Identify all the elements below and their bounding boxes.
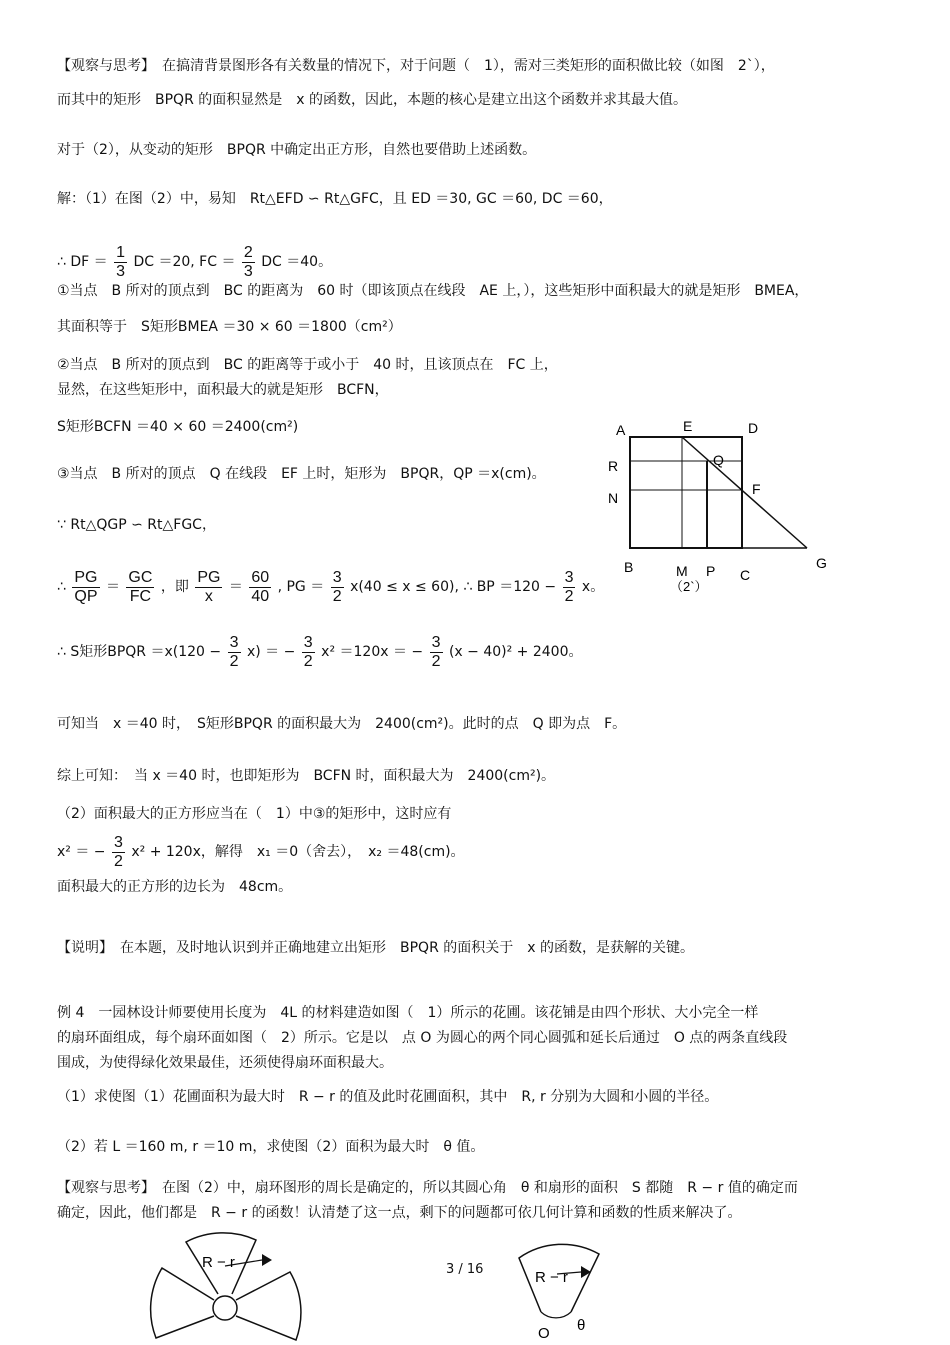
figure-2-sector-ring <box>505 1240 625 1345</box>
frac-den: x <box>204 587 213 605</box>
question-2-line: （2）若 L ＝160 m, r ＝10 m，求使图（2）面积为最大时 θ 值。 <box>57 1139 485 1155</box>
eq-text: x² + 120x，解得 x₁ ＝0（舍去）， x₂ ＝48(cm)。 <box>131 844 465 860</box>
case-1-line: ①当点 B 所对的顶点到 BC 的距离为 60 时（即该顶点在线段 AE 上，），这些矩形中面积最大的就是矩形 BMEA， <box>57 283 809 299</box>
frac-num: 2 <box>243 243 253 261</box>
fraction-one-third <box>114 244 127 281</box>
frac-num: 1 <box>116 243 125 261</box>
frac-num: 60 <box>251 568 270 586</box>
square-equation <box>57 830 465 874</box>
case-1-area: 其面积等于 S矩形BMEA ＝30 × 60 ＝1800（cm²） <box>57 319 402 335</box>
frac-num: 3 <box>113 833 123 851</box>
question-1-line: （1）求使图（1）花圃面积为最大时 R − r 的值及此时花圃面积，其中 R, r 分别为大圆和小圆的半径。 <box>57 1089 719 1105</box>
solution-line-1: 解：（1）在图（2）中，易知 Rt△EFD ∽ Rt△GFC，且 ED ＝30, GC ＝60, DC ＝60， <box>57 191 613 207</box>
fraction-three-halves <box>112 834 125 871</box>
frac-den: 3 <box>116 262 125 280</box>
frac-den: QP <box>74 587 98 605</box>
case-2-area: S矩形BCFN ＝40 × 60 ＝2400(cm²) <box>57 419 299 435</box>
eq-text: x(40 ≤ x ≤ 60), ∴ BP ＝120 − <box>350 579 557 595</box>
inner-arc <box>541 1312 571 1318</box>
sector-right <box>236 1272 301 1340</box>
label-q: Q <box>713 452 724 468</box>
frac-den: 2 <box>113 852 123 870</box>
note-line: 【说明】 在本题，及时地认识到并正确地建立出矩形 BPQR 的面积关于 x 的函数，是获解的关键。 <box>57 940 694 956</box>
fraction-pg-x <box>195 569 222 606</box>
fraction-60-40 <box>249 569 271 606</box>
arrow-head-icon <box>262 1254 272 1266</box>
label-e: E <box>683 418 693 434</box>
label-theta: θ <box>577 1317 586 1334</box>
eq-text: x² ＝ − <box>57 844 106 860</box>
square-side-line: 面积最大的正方形的边长为 48cm。 <box>57 879 293 895</box>
eq-text: ∴ <box>57 579 66 595</box>
eq-text: ∴ S矩形BPQR ＝x(120 − <box>57 644 222 660</box>
label-r: R <box>608 458 619 474</box>
frac-den: 2 <box>229 652 239 670</box>
case-2-conclusion: 显然，在这些矩形中，面积最大的就是矩形 BCFN， <box>57 382 389 398</box>
eq-text: x。 <box>581 579 605 595</box>
frac-den: FC <box>129 587 152 605</box>
eq-text: x) ＝ − <box>246 644 296 660</box>
fraction-pg-qp <box>72 569 99 606</box>
area-function-equation <box>57 630 583 674</box>
line-eg <box>682 437 807 548</box>
label-c: C <box>740 567 751 583</box>
max-area-line: 可知当 x ＝40 时， S矩形BPQR 的面积最大为 2400(cm²)。此时的点 Q 即为点 F。 <box>57 716 627 732</box>
sector-left <box>151 1268 214 1338</box>
observe-2-line-1: 【观察与思考】 在图（2）中，扇环图形的周长是确定的，所以其圆心角 θ 和扇形的面积 S 都随 R − r 值的确定而 <box>57 1180 798 1196</box>
frac-den: 2 <box>431 652 441 670</box>
frac-den: 2 <box>332 587 342 605</box>
eq-text: , PG ＝ <box>277 579 325 595</box>
observe-line-1: 【观察与思考】 在搞清背景图形各有关数量的情况下，对于问题（ 1），需对三类矩形的面积做比较（如图 2`）， <box>57 58 775 74</box>
label-a: A <box>616 422 626 438</box>
label-g: G <box>816 555 827 571</box>
rectangle-abcd <box>630 437 742 548</box>
label-r-minus-r: R − r <box>535 1269 568 1286</box>
observe-2-line-2: 确定，因此，他们都是 R − r 的函数！认清楚了这一点，剩下的问题都可依几何计算和函数的性质来解决了。 <box>57 1205 742 1221</box>
fraction-two-thirds <box>242 244 255 281</box>
frac-den: 2 <box>564 587 574 605</box>
fraction-three-halves <box>331 569 344 606</box>
example-4-line-1: 例 4 一园林设计师要使用长度为 4L 的材料建造如图（ 1）所示的花圃。该花铺是由四个形状、大小完全一样 <box>57 1005 759 1021</box>
part-2-line: （2）面积最大的正方形应当在（ 1）中③的矩形中，这时应有 <box>57 806 452 822</box>
frac-num: 3 <box>564 568 574 586</box>
eq-text: DC ＝40。 <box>261 254 333 270</box>
fraction-three-halves <box>228 634 241 671</box>
label-d: D <box>748 420 759 436</box>
fraction-three-halves <box>302 634 315 671</box>
fraction-gc-fc <box>126 569 154 606</box>
label-r-minus-r: R − r <box>202 1254 235 1271</box>
case-2-line: ②当点 B 所对的顶点到 BC 的距离等于或小于 40 时，且该顶点在 FC 上， <box>57 357 558 373</box>
frac-num: 3 <box>303 633 313 651</box>
example-4-line-3: 围成，为使得绿化效果最佳，还须使得扇环面积最大。 <box>57 1055 393 1071</box>
label-f: F <box>752 481 761 497</box>
frac-den: 2 <box>303 652 313 670</box>
frac-num: PG <box>74 568 98 586</box>
label-m: M <box>676 563 688 579</box>
center-circle <box>213 1296 237 1320</box>
frac-den: 3 <box>243 262 253 280</box>
frac-num: GC <box>128 568 153 586</box>
frac-num: 3 <box>332 568 342 586</box>
summary-line: 综上可知： 当 x ＝40 时，也即矩形为 BCFN 时，面积最大为 2400(cm²)。 <box>57 768 556 784</box>
eq-text: ∴ DF ＝ <box>57 254 108 270</box>
df-fc-equation <box>57 240 332 284</box>
observe-line-2: 而其中的矩形 BPQR 的面积显然是 x 的函数，因此，本题的核心是建立出这个函数并求其最大值。 <box>57 92 687 108</box>
fraction-three-halves <box>563 569 576 606</box>
example-4-line-2: 的扇环面组成，每个扇环面如图（ 2）所示。它是以 点 O 为圆心的两个同心圆弧和延长后通过 O 点的两条直线段 <box>57 1030 788 1046</box>
label-n: N <box>608 490 619 506</box>
eq-text: x² ＝120x ＝ − <box>321 644 424 660</box>
eq-text: ，即 <box>160 579 189 595</box>
observe-line-3: 对于（2），从变动的矩形 BPQR 中确定出正方形，自然也要借助上述函数。 <box>57 142 537 158</box>
eq-text: DC ＝20, FC ＝ <box>133 254 236 270</box>
figure-1-flower-bed <box>140 1230 310 1345</box>
eq-text: ＝ <box>105 579 120 595</box>
fraction-three-halves <box>430 634 443 671</box>
frac-num: PG <box>197 568 221 586</box>
figure-2-prime <box>600 415 840 600</box>
frac-num: 3 <box>431 633 441 651</box>
similar-triangles: ∵ Rt△QGP ∽ Rt△FGC， <box>57 517 216 533</box>
eq-text: (x − 40)² + 2400。 <box>448 644 583 660</box>
arrow-head-icon <box>581 1266 591 1278</box>
page-number: 3 / 16 <box>446 1262 484 1277</box>
proportion-equation <box>57 565 604 609</box>
figure-caption: （2`） <box>670 579 708 594</box>
label-p: P <box>706 563 716 579</box>
label-o: O <box>538 1325 550 1342</box>
label-b: B <box>624 559 634 575</box>
eq-text: ＝ <box>228 579 243 595</box>
case-3-line: ③当点 B 所对的顶点 Q 在线段 EF 上时，矩形为 BPQR，QP ＝x(cm)。 <box>57 466 546 482</box>
frac-den: 40 <box>251 587 270 605</box>
frac-num: 3 <box>229 633 239 651</box>
